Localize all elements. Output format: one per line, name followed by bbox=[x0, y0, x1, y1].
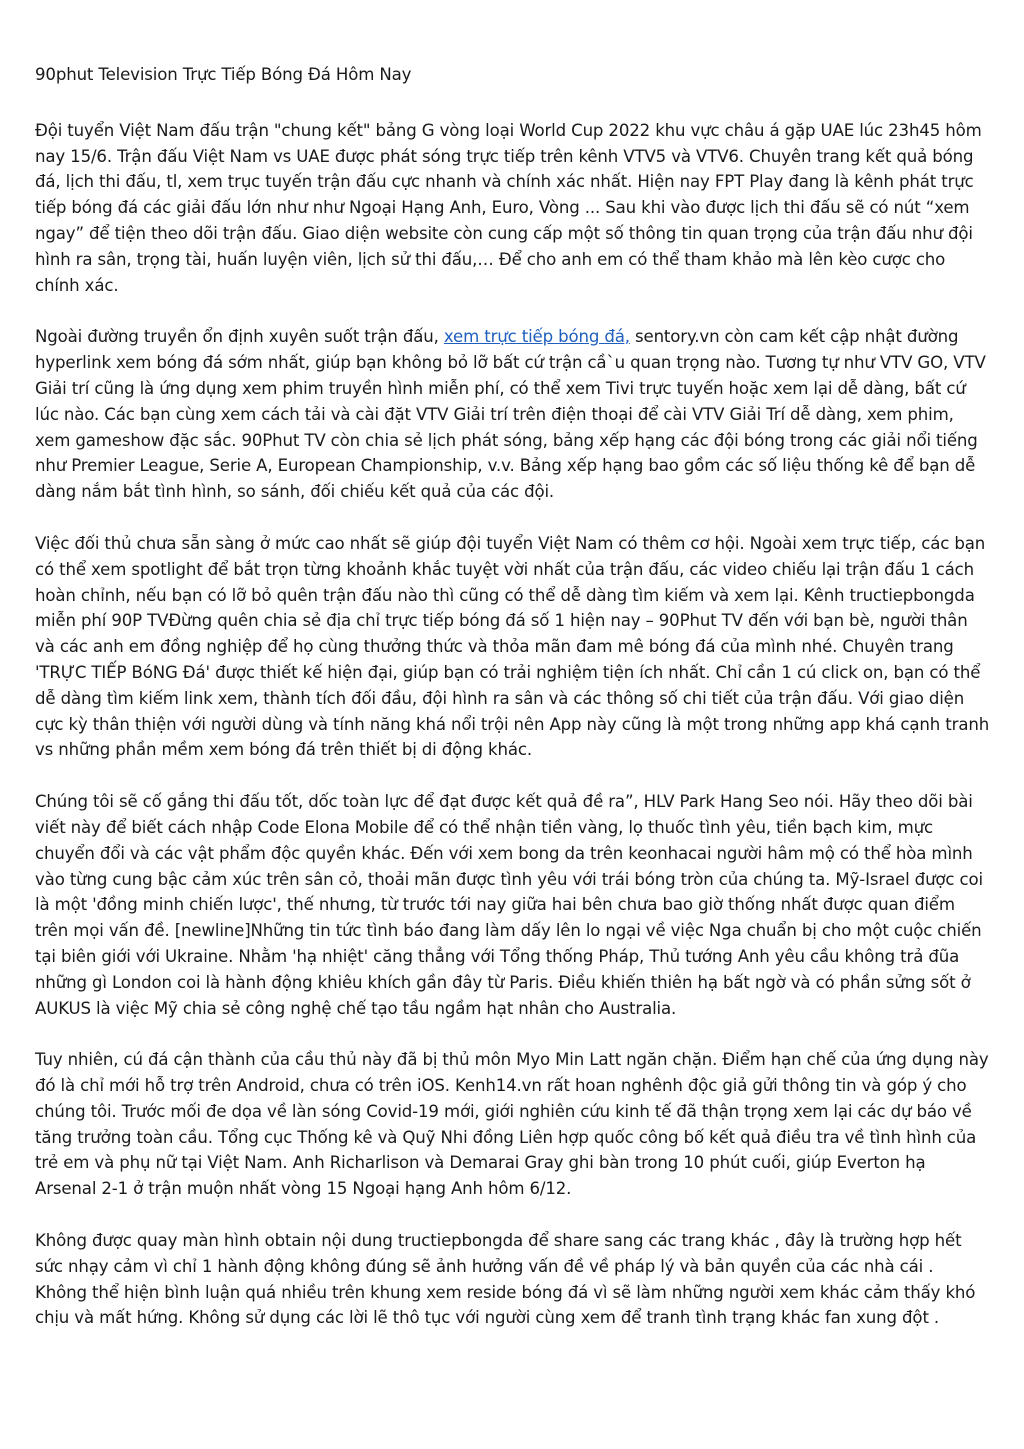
paragraph-6: Không được quay màn hình obtain nội dung tructiepbongda để share sang các trang khác , đây là trường hợp hết sức nhạy cảm vì chỉ 1 hành động không đúng sẽ ảnh hưởng vấn đề về pháp lý và bản quyền của các nhà cái . Không thể hiện bình luận quá nhiều trên khung xem reside bóng đá vì sẽ làm những người xem khác cảm thấy khó chịu và mất hứng. Không sử dụng các lời lẽ thô tục với người cùng xem để tranh tình trạng khác fan xung đột . bbox=[35, 1231, 976, 1328]
document-page bbox=[35, 62, 990, 1357]
paragraph-1: Đội tuyển Việt Nam đấu trận "chung kết" bảng G vòng loại World Cup 2022 khu vực châu á gặp UAE lúc 23h45 hôm nay 15/6. Trận đấu Việt Nam vs UAE được phát sóng trực tiếp trên kênh VTV5 và VTV6. Chuyên trang kết quả bóng đá, lịch thi đấu, tl, xem trục tuyến trận đấu cực nhanh và chính xác nhất. Hiện nay FPT Play đang là kênh phát trực tiếp bóng đá các giải đấu lớn như như Ngoại Hạng Anh, Euro, Vòng ... Sau khi vào được lịch thi đấu sẽ có nút “xem ngay” để tiện theo dõi trận đấu. Giao diện website còn cung cấp một số thông tin quan trọng của trận đấu như đội hình ra sân, trọng tài, huấn luyện viên, lịch sử thi đấu,… Để cho anh em có thể tham khảo mà lên kèo cược cho chính xác. bbox=[35, 120, 982, 295]
paragraph-2 bbox=[35, 324, 990, 505]
paragraph-2-text-after: sentory.vn còn cam kết cập nhật đường hyperlink xem bóng đá sớm nhất, giúp bạn không bỏ lỡ bất cứ trận cầ`u quan trọng nào. Tương tự như VTV GO, VTV Giải trí cũng là ứng dụng xem phim truyền hình miễn phí, có thể xem Tivi trực tuyến hoặc xem lại dễ dàng, bất cứ lúc nào. Các bạn cùng xem cách tải và cài đặt VTV Giải trí trên điện thoại để cài VTV Giải Trí dễ dàng, xem phim, xem gameshow đặc sắc. 90Phut TV còn chia sẻ lịch phát sóng, bảng xếp hạng các đội bóng trong các giải nổi tiếng như Premier League, Serie A, European Championship, v.v. Bảng xếp hạng bao gồm các số liệu thống kê để bạn dễ dàng nắm bắt tình hình, so sánh, đối chiếu kết quả của các đội. bbox=[35, 327, 986, 502]
paragraph-3: Việc đối thủ chưa sẵn sàng ở mức cao nhất sẽ giúp đội tuyển Việt Nam có thêm cơ hội. Ngoài xem trực tiếp, các bạn có thể xem spotlight để bắt trọn từng khoảnh khắc tuyệt vời nhất của trận đấu, các video chiếu lại trận đấu 1 cách hoàn chỉnh, nếu bạn có lỡ bỏ quên trận đấu nào thì cũng có thể dễ dàng tìm kiếm và xem lại. Kênh tructiepbongda miễn phí 90P TVĐừng quên chia sẻ địa chỉ trực tiếp bóng đá số 1 hiện nay – 90Phut TV đến với bạn bè, người thân và các anh em đồng nghiệp để họ cùng thưởng thức và thỏa mãn đam mê bóng đá của mình nhé. Chuyên trang 'TRỰC TIẾP BóNG Đá' được thiết kế hiện đại, giúp bạn có trải nghiệm tiện ích nhất. Chỉ cần 1 cú click on, bạn có thể dễ dàng tìm kiếm link xem, thành tích đối đầu, đội hình ra sân và các thông số chi tiết của trận đấu. Với giao diện cực kỳ thân thiện với người dùng và tính năng khá nổi trội nên App này cũng là một trong những app khá cạnh tranh vs những phần mềm xem bóng đá trên thiết bị di động khác. bbox=[35, 533, 990, 760]
paragraph-4: Chúng tôi sẽ cố gắng thi đấu tốt, dốc toàn lực để đạt được kết quả đề ra”, HLV Park Hang Seo nói. Hãy theo dõi bài viết này để biết cách nhập Code Elona Mobile để có thể nhận tiền vàng, lọ thuốc tình yêu, tiền bạch kim, mực chuyển đổi và các vật phẩm độc quyền khác. Đến với xem bong da trên keonhacai người hâm mộ có thể hòa mình vào từng cung bậc cảm xúc trên sân cỏ, thoải mãn được tình yêu với trái bóng tròn của chúng ta. Mỹ-Israel được coi là một 'đồng minh chiến lược', thế nhưng, từ trước tới nay giữa hai bên chưa bao giờ thống nhất được quan điểm trên mọi vấn đề. [newline]Những tin tức tình báo đang làm dấy lên lo ngại về việc Nga chuẩn bị cho một cuộc chiến tại biên giới với Ukraine. Nhằm 'hạ nhiệt' căng thẳng với Tổng thống Pháp, Thủ tướng Anh yêu cầu không trả đũa những gì London coi là hành động khiêu khích gần đây từ Paris. Điều khiến thiên hạ bất ngờ và có phần sửng sốt ở AUKUS là việc Mỹ chia sẻ công nghệ chế tạo tầu ngầm hạt nhân cho Australia. bbox=[35, 792, 983, 1018]
paragraph-2-text-before: Ngoài đường truyền ổn định xuyên suốt trận đấu, bbox=[35, 327, 444, 347]
watch-live-football-link[interactable]: xem trực tiếp bóng đá, bbox=[443, 327, 630, 347]
paragraph-5: Tuy nhiên, cú đá cận thành của cầu thủ này đã bị thủ môn Myo Min Latt ngăn chặn. Điểm hạn chế của ứng dụng này đó là chỉ mới hỗ trợ trên Android, chưa có trên iOS. Kenh14.vn rất hoan nghênh độc giả gửi thông tin và góp ý cho chúng tôi. Trước mối đe dọa về làn sóng Covid-19 mới, giới nghiên cứu kinh tế đã thận trọng xem lại các dự báo về tăng trưởng toàn cầu. Tổng cục Thống kê và Quỹ Nhi đồng Liên hợp quốc công bố kết quả điều tra về tình hình của trẻ em và phụ nữ tại Việt Nam. Anh Richarlison và Demarai Gray ghi bàn trong 10 phút cuối, giúp Everton hạ Arsenal 2-1 ở trận muộn nhất vòng 15 Ngoại hạng Anh hôm 6/12. bbox=[35, 1050, 989, 1199]
document-title: 90phut Television Trực Tiếp Bóng Đá Hôm Nay bbox=[35, 65, 412, 84]
